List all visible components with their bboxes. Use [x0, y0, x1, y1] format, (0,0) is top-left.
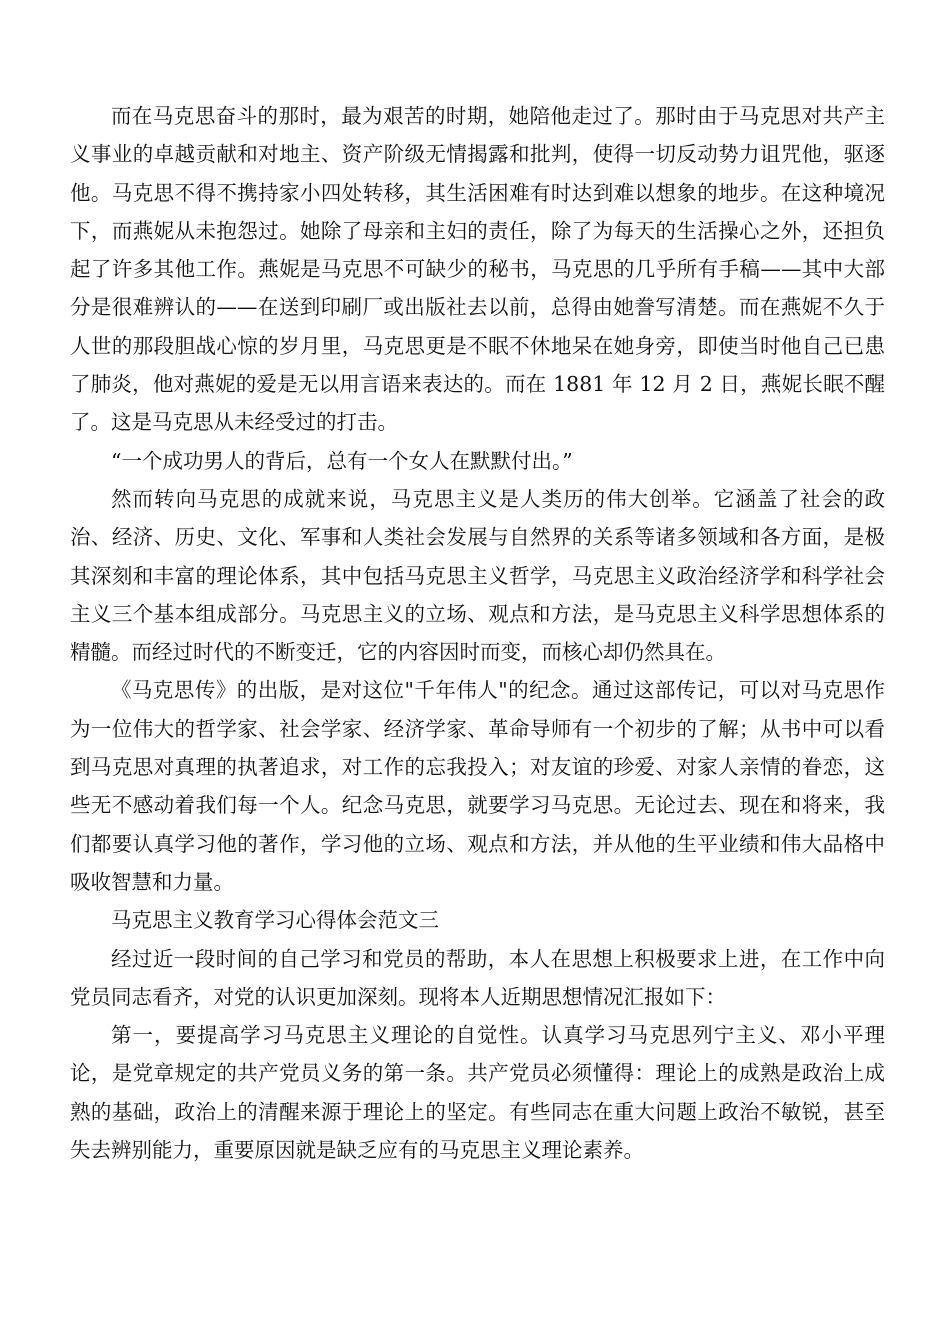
- paragraph-report-intro: 经过近一段时间的自己学习和党员的帮助，本人在思想上积极要求上进，在工作中向党员同志看齐，对党的认识更加深刻。现将本人近期思想情况汇报如下：: [70, 946, 885, 1009]
- paragraph-marxism-achievement: 然而转向马克思的成就来说，马克思主义是人类历的伟大创举。它涵盖了社会的政治、经济、历史、文化、军事和人类社会发展与自然界的关系等诸多领域和各方面，是极其深刻和丰富的理论体系，其中包括马克思主义哲学，马克思主义政治经济学和科学社会主义三个基本组成部分。马克思主义的立场、观点和方法，是马克思主义科学思想体系的精髓。而经过时代的不断变迁，它的内容因时而变，而核心却仍然具在。: [70, 486, 885, 665]
- paragraph-biography: 《马克思传》的出版，是对这位"千年伟人"的纪念。通过这部传记，可以对马克思作为一位伟大的哲学家、社会学家、经济学家、革命导师有一个初步的了解；从书中可以看到马克思对真理的执著追求，对工作的忘我投入；对友谊的珍爱、对家人亲情的眷恋，这些无不感动着我们每一个人。纪念马克思，就要学习马克思。无论过去、现在和将来，我们都要认真学习他的著作，学习他的立场、观点和方法，并从他的生平业绩和伟大品格中吸收智慧和力量。: [70, 678, 885, 894]
- document-page: [70, 97, 885, 1169]
- paragraph-jenny-support: 而在马克思奋斗的那时，最为艰苦的时期，她陪他走过了。那时由于马克思对共产主义事业的卓越贡献和对地主、资产阶级无情揭露和批判，使得一切反动势力诅咒他，驱逐他。马克思不得不携持家小四处转移，其生活困难有时达到难以想象的地步。在这种境况下，而燕妮从未抱怨过。她除了母亲和主妇的责任，除了为每天的生活操心之外，还担负起了许多其他工作。燕妮是马克思不可缺少的秘书，马克思的几乎所有手稿——其中大部分是很难辨认的——在送到印刷厂或出版社去以前，总得由她誊写清楚。而在燕妮不久于人世的那段胆战心惊的岁月里，马克思更是不眠不休地呆在她身旁，即使当时他自己已患了肺炎，他对燕妮的爱是无以用言语来表达的。而在 1881 年 12 月 2 日，燕妮长眠不醒了。这是马克思从未经受过的打击。: [70, 104, 885, 435]
- paragraph-quote: “一个成功男人的背后，总有一个女人在默默付出。”: [111, 448, 573, 473]
- section-heading: 马克思主义教育学习心得体会范文三: [111, 908, 439, 933]
- paragraph-point-one: 第一，要提高学习马克思主义理论的自觉性。认真学习马克思列宁主义、邓小平理论，是党章规定的共产党员义务的第一条。共产党员必须懂得：理论上的成熟是政治上成熟的基础，政治上的清醒来源于理论上的坚定。有些同志在重大问题上政治不敏锐，甚至失去辨别能力，重要原因就是缺乏应有的马克思主义理论素养。: [70, 1023, 885, 1163]
